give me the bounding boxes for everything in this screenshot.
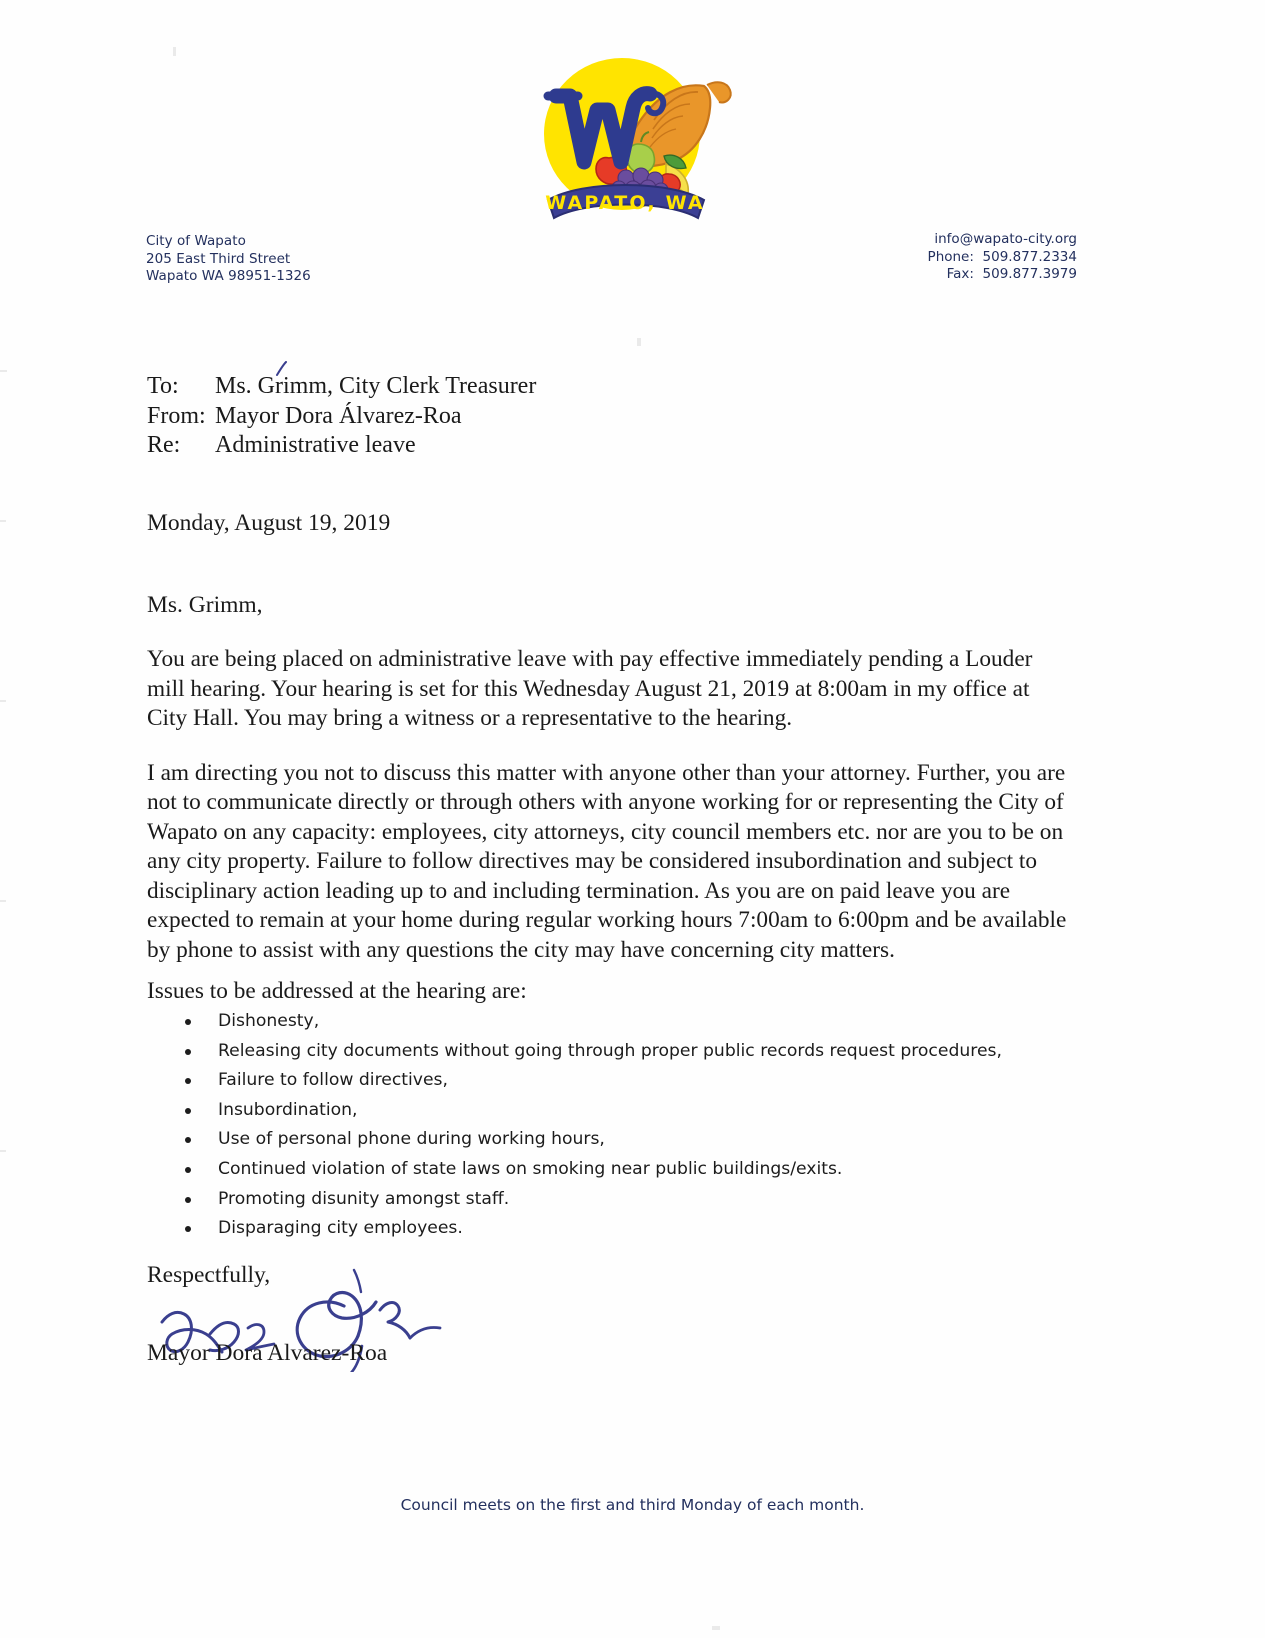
contact-phone <box>928 249 1077 267</box>
letter-date: Monday, August 19, 2019 <box>147 510 391 536</box>
list-item: Dishonesty, <box>180 1007 1080 1036</box>
list-item: Releasing city documents without going through proper public records request procedures, <box>180 1037 1080 1066</box>
memo-to-label: To: <box>147 373 179 399</box>
list-item: Disparaging city employees. <box>180 1214 1080 1243</box>
memo-re-value: Administrative leave <box>215 432 416 458</box>
memo-row-from <box>147 402 536 432</box>
memo-row-to <box>147 372 536 402</box>
scan-artifact <box>0 900 6 902</box>
memo-row-re <box>147 431 536 461</box>
city-org-name: City of Wapato <box>146 233 246 249</box>
list-item: Use of personal phone during working hours, <box>180 1125 1080 1154</box>
list-item: Insubordination, <box>180 1096 1080 1125</box>
signer-name: Mayor Dora Alvarez-Roa <box>147 1340 388 1366</box>
memo-header <box>147 372 536 461</box>
memo-to-value: Ms. Grimm, City Clerk Treasurer <box>215 373 537 399</box>
contact-email[interactable]: info@wapato-city.org <box>934 231 1077 247</box>
contact-fax <box>928 266 1077 284</box>
svg-text:WAPATO, WA: WAPATO, WA <box>545 192 705 214</box>
list-item: Promoting disunity amongst staff. <box>180 1185 1080 1214</box>
list-item: Failure to follow directives, <box>180 1066 1080 1095</box>
page-footer: Council meets on the first and third Monday of each month. <box>400 1496 865 1514</box>
contact-phone-label: Phone: <box>927 248 974 265</box>
memo-from-label: From: <box>147 402 206 429</box>
contact-phone-value: 509.877.2334 <box>982 248 1077 265</box>
scan-artifact <box>0 520 6 522</box>
contact-fax-value: 509.877.3979 <box>982 266 1077 282</box>
city-seal-logo <box>508 52 743 224</box>
scan-artifact <box>0 700 6 702</box>
wapato-city-seal-icon <box>508 52 743 224</box>
closing-salutation: Respectfully, <box>147 1262 271 1288</box>
memo-from-value: Mayor Dora Álvarez-Roa <box>215 402 462 429</box>
letter-body <box>147 645 1069 990</box>
salutation: Ms. Grimm, <box>147 592 263 618</box>
scan-artifact <box>637 338 641 346</box>
scan-artifact <box>0 370 7 372</box>
memo-re-label: Re: <box>147 432 181 458</box>
city-contact-block <box>928 231 1077 284</box>
issues-list <box>180 1007 1080 1244</box>
scan-artifact <box>173 47 176 56</box>
body-paragraph-2: I am directing you not to discuss this matter with anyone other than your attorney. Further, you are not to communicate directly or through others with anyone working for or representing the City of Wapato on any capacity: employees, city attorneys, city council members etc. nor are you to be on any city property. Failure to follow directives may be considered insubordination and subject to disciplinary action leading up to and including termination. As you are on paid leave you are expected to remain at your home during regular working hours 7:00am to 6:00pm and be available by phone to assist with any questions the city may have concerning city matters. <box>147 759 1067 963</box>
city-street: 205 East Third Street <box>146 250 291 267</box>
city-address-block <box>146 233 311 286</box>
contact-fax-label: Fax: <box>946 266 974 282</box>
body-paragraph-1: You are being placed on administrative leave with pay effective immediately pending a Louder mill hearing. Your hearing is set for this Wednesday August 21, 2019 at 8:00am in my office at City Hall. You may bring a witness or a representative to the hearing. <box>147 646 1033 731</box>
city-city-state-zip: Wapato WA 98951-1326 <box>146 268 311 284</box>
list-item: Continued violation of state laws on smoking near public buildings/exits. <box>180 1155 1080 1184</box>
scan-artifact <box>0 1150 6 1152</box>
scan-artifact <box>712 1626 720 1630</box>
issues-intro: Issues to be addressed at the hearing are: <box>147 978 527 1004</box>
